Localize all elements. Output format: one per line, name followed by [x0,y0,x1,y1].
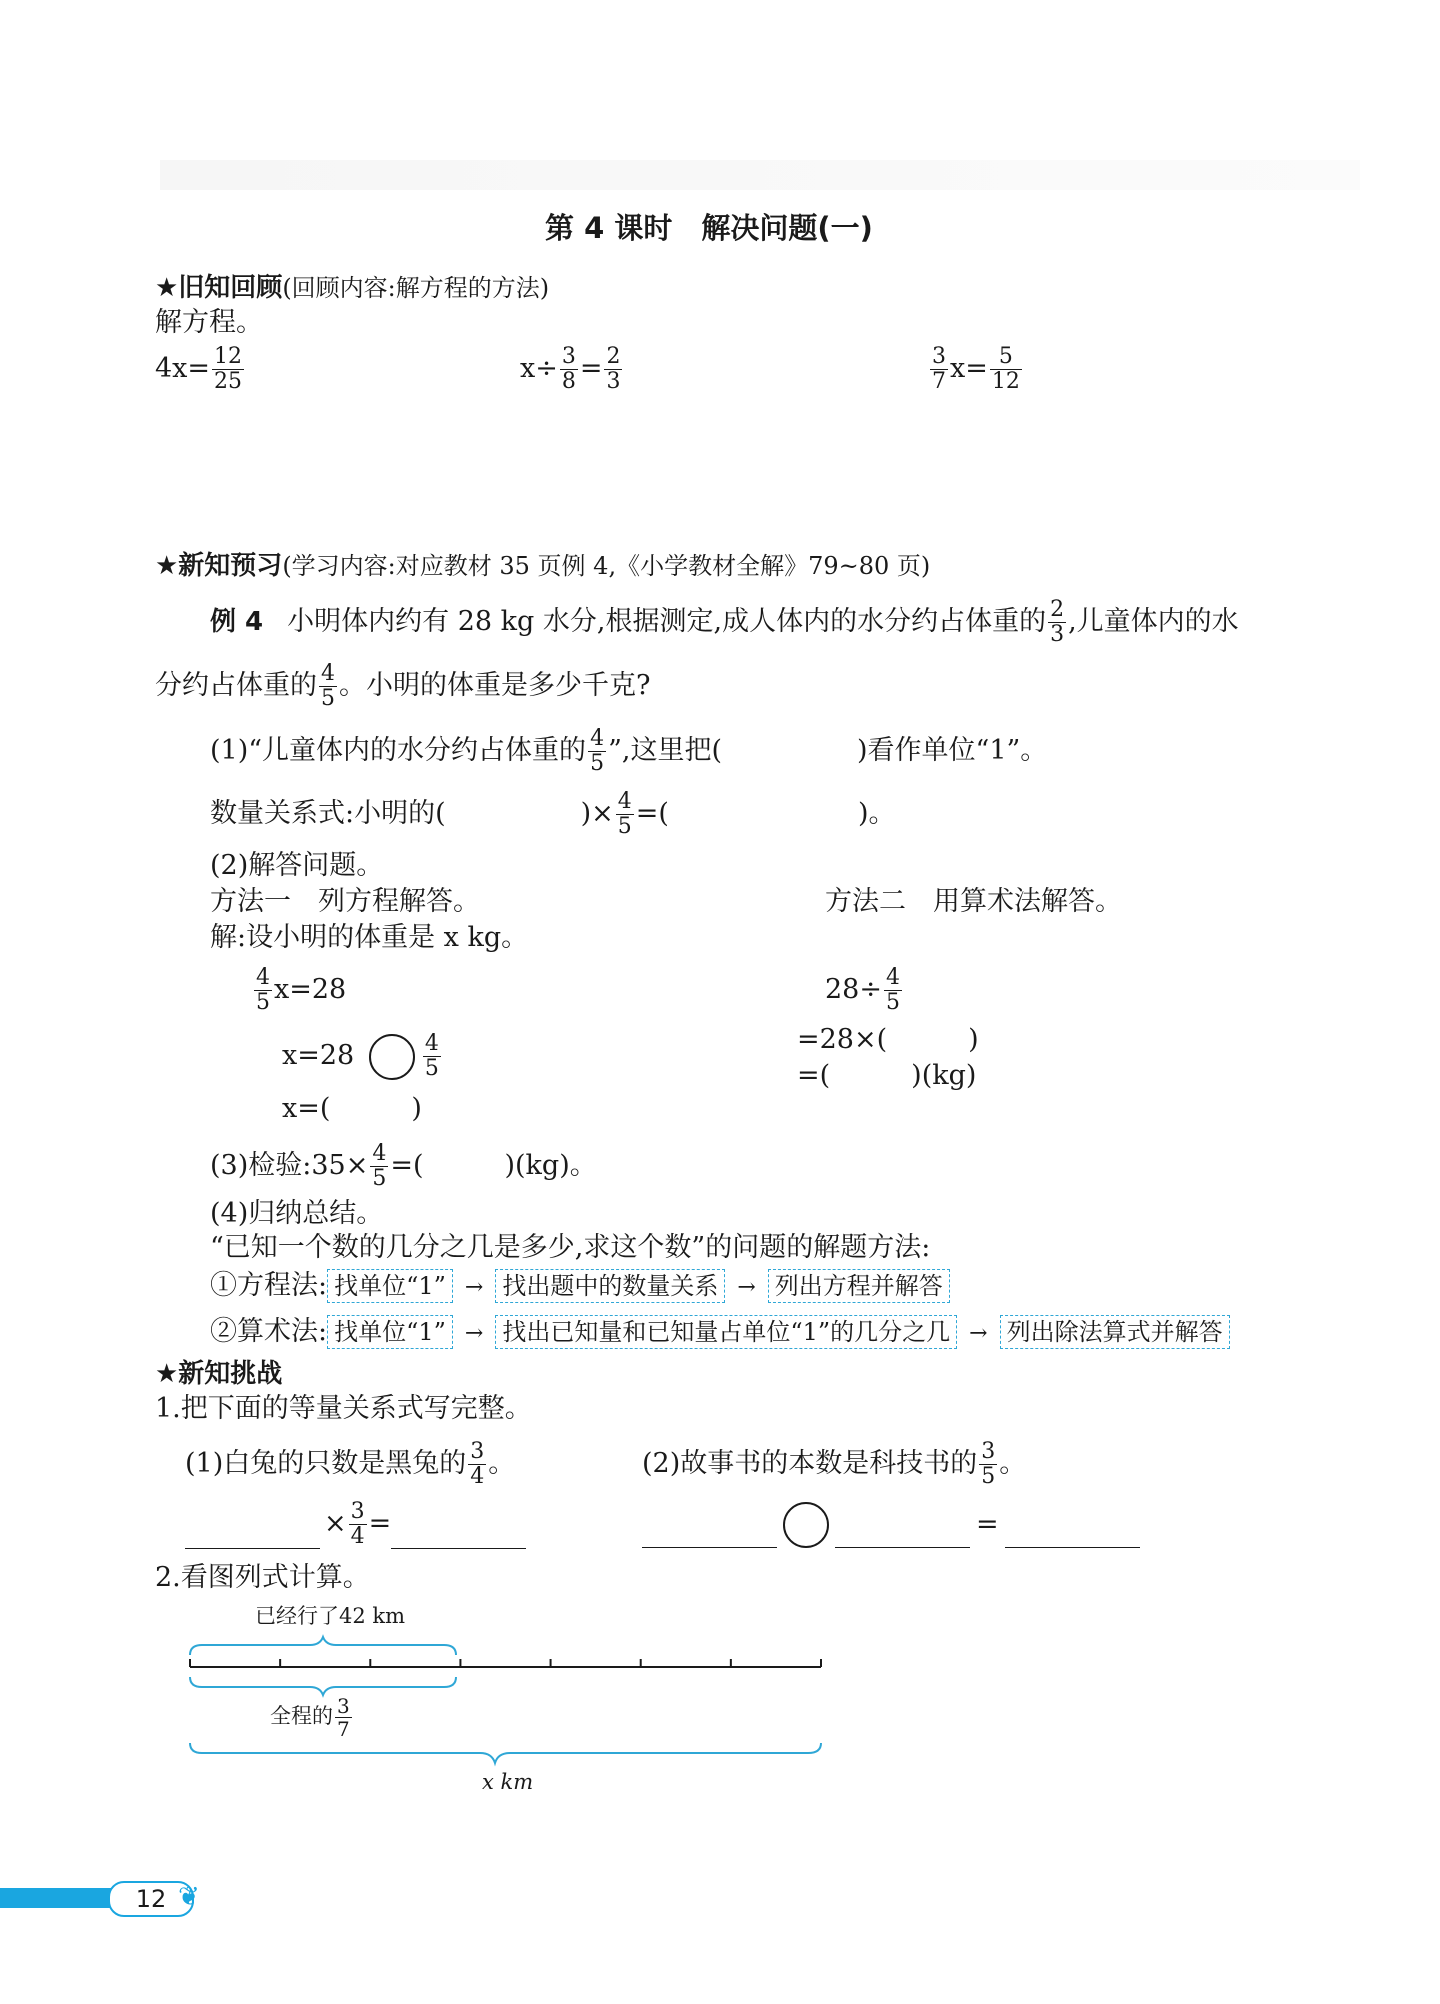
route-ticks [190,1659,821,1667]
answer-blank[interactable] [391,1518,526,1549]
mid-label: 全程的 $\frac{3}{7}$ [270,1694,350,1741]
eq3-fraction-1: $\frac{3}{7}$ [932,344,946,394]
bottom-label: x km [482,1770,534,1794]
operator-circle[interactable] [783,1502,829,1548]
method-2-title: 方法二 用算术法解答。 [825,886,1122,917]
way2-step-3: 列出除法算式并解答 [1000,1315,1230,1349]
mid-brace [190,1677,456,1695]
summary-title: “已知一个数的几分之几是多少,求这个数”的问题的解题方法: [210,1232,931,1263]
arrow-icon: → [464,1321,484,1346]
lesson-title: 第 4 课时 解决问题(一) [545,211,873,245]
q1-fraction: $\frac{4}{5}$ [590,726,605,776]
review-header [155,270,549,306]
challenge-q1b: (2)故事书的本数是科技书的 $\frac{3}{5}$ 。 [642,1439,1027,1489]
eq1-lhs: 4x= [155,353,211,384]
challenge-q1a: (1)白兔的只数是黑兔的 $\frac{3}{4}$ 。 [185,1439,516,1489]
answer-blank[interactable] [1005,1517,1140,1548]
way1-step-2: 找出题中的数量关系 [495,1269,725,1303]
review-equation-2: x÷ $\frac{3}{8}$ = $\frac{2}{3}$ [520,344,621,394]
m1-fraction-2: $\frac{4}{5}$ [424,1031,439,1081]
method-2-line-2: =28×( ) [797,1024,979,1055]
m2-fraction: $\frac{4}{5}$ [885,965,900,1015]
question-1: (1)“儿童体内的水分约占体重的 $\frac{4}{5}$ ”,这里把( )看作单位“1”。 [210,726,1048,776]
challenge-q1: 1.把下面的等量关系式写完整。 [155,1393,532,1424]
answer-blank[interactable] [835,1517,970,1548]
review-label: ★旧知回顾 [155,273,283,303]
preview-label: ★新知预习 [155,551,283,581]
eq2-fraction-1: $\frac{3}{8}$ [561,344,576,394]
equation-blank-a: × $\frac{3}{4}$ = [185,1500,526,1549]
frac-3-5: $\frac{3}{5}$ [981,1439,996,1489]
method-2-line-3: =( )(kg) [797,1060,977,1091]
review-equation-1 [155,345,246,394]
m1-fraction: $\frac{4}{5}$ [256,965,270,1015]
eq3-fraction-2: $\frac{5}{12}$ [991,344,1020,394]
header-bleed [160,160,1360,190]
frac-3-4: $\frac{3}{4}$ [470,1439,485,1489]
page-number: 12 [135,1885,167,1913]
arrow-icon: → [737,1275,756,1300]
way1-step-3: 列出方程并解答 [768,1269,950,1303]
arrow-icon: → [464,1275,484,1300]
blank-a-fraction: $\frac{3}{4}$ [350,1499,365,1549]
eq2-lhs: x÷ [520,353,558,384]
answer-blank[interactable] [185,1518,320,1549]
question-3: (3)检验:35× $\frac{4}{5}$ =( )(kg)。 [210,1141,597,1191]
q3-fraction: $\frac{4}{5}$ [372,1141,387,1191]
method-1-line-2: x=28 $\frac{4}{5}$ [282,1031,439,1081]
challenge-q2: 2.看图列式计算。 [155,1562,370,1593]
way1-step-1: 找单位“1” [327,1269,453,1303]
leaf-icon: ❦ [178,1882,200,1912]
method-1-line-1: $\frac{4}{5}$ x=28 [256,965,347,1015]
preview-header [155,548,930,584]
frac-3-7: $\frac{3}{7}$ [337,1694,350,1741]
equation-blank-b: = [642,1502,1140,1548]
answer-blank[interactable] [642,1517,777,1548]
method-1-title: 方法一 列方程解答。 [210,886,480,917]
method-1-line-3: x=( ) [282,1093,422,1124]
challenge-label: ★新知挑战 [155,1359,283,1389]
eq2-fraction-2: $\frac{2}{3}$ [606,344,621,394]
top-label: 已经行了42 km [255,1604,406,1628]
frac-4-5: $\frac{4}{5}$ [321,661,335,711]
relation-fraction: $\frac{4}{5}$ [617,789,632,839]
eq1-fraction: $\frac{12}{25}$ [214,344,243,394]
example-line-2: 分约占体重的 $\frac{4}{5}$ 。小明的体重是多少千克? [155,661,651,711]
preview-note: (学习内容:对应教材 35 页例 4,《小学教材全解》79~80 页) [282,552,931,580]
frac-2-3: $\frac{2}{3}$ [1050,597,1065,647]
bottom-brace [190,1743,821,1763]
question-2: (2)解答问题。 [210,850,384,881]
question-4: (4)归纳总结。 [210,1198,384,1229]
example-line-1: 例 4 小明体内约有 28 kg 水分,根据测定,成人体内的水分约占体重的 $\frac{2}{3}$ ,儿童体内的水 [210,597,1239,647]
arrow-icon: → [969,1321,988,1346]
example-label: 例 4 [210,607,264,637]
way2-step-1: 找单位“1” [327,1315,453,1349]
top-brace [190,1637,456,1655]
relation-line: 数量关系式:小明的( )× $\frac{4}{5}$ =( )。 [210,789,896,839]
method-2-line-1: 28÷ $\frac{4}{5}$ [825,965,900,1015]
operator-circle[interactable] [369,1034,415,1080]
way2-step-2: 找出已知量和已知量占单位“1”的几分之几 [495,1315,957,1349]
way-1-row: ①方程法: 找单位“1” → 找出题中的数量关系 → 列出方程并解答 [210,1268,950,1306]
review-instruction: 解方程。 [155,307,263,338]
solve-intro: 解:设小明的体重是 x kg。 [210,922,529,953]
review-note: (回顾内容:解方程的方法) [282,274,550,302]
review-equation-3: $\frac{3}{7}$ x= $\frac{5}{12}$ [932,344,1020,394]
way-2-row: ②算术法: 找单位“1” → 找出已知量和已知量占单位“1”的几分之几 → 列出除法算式并解答 [210,1314,1230,1352]
